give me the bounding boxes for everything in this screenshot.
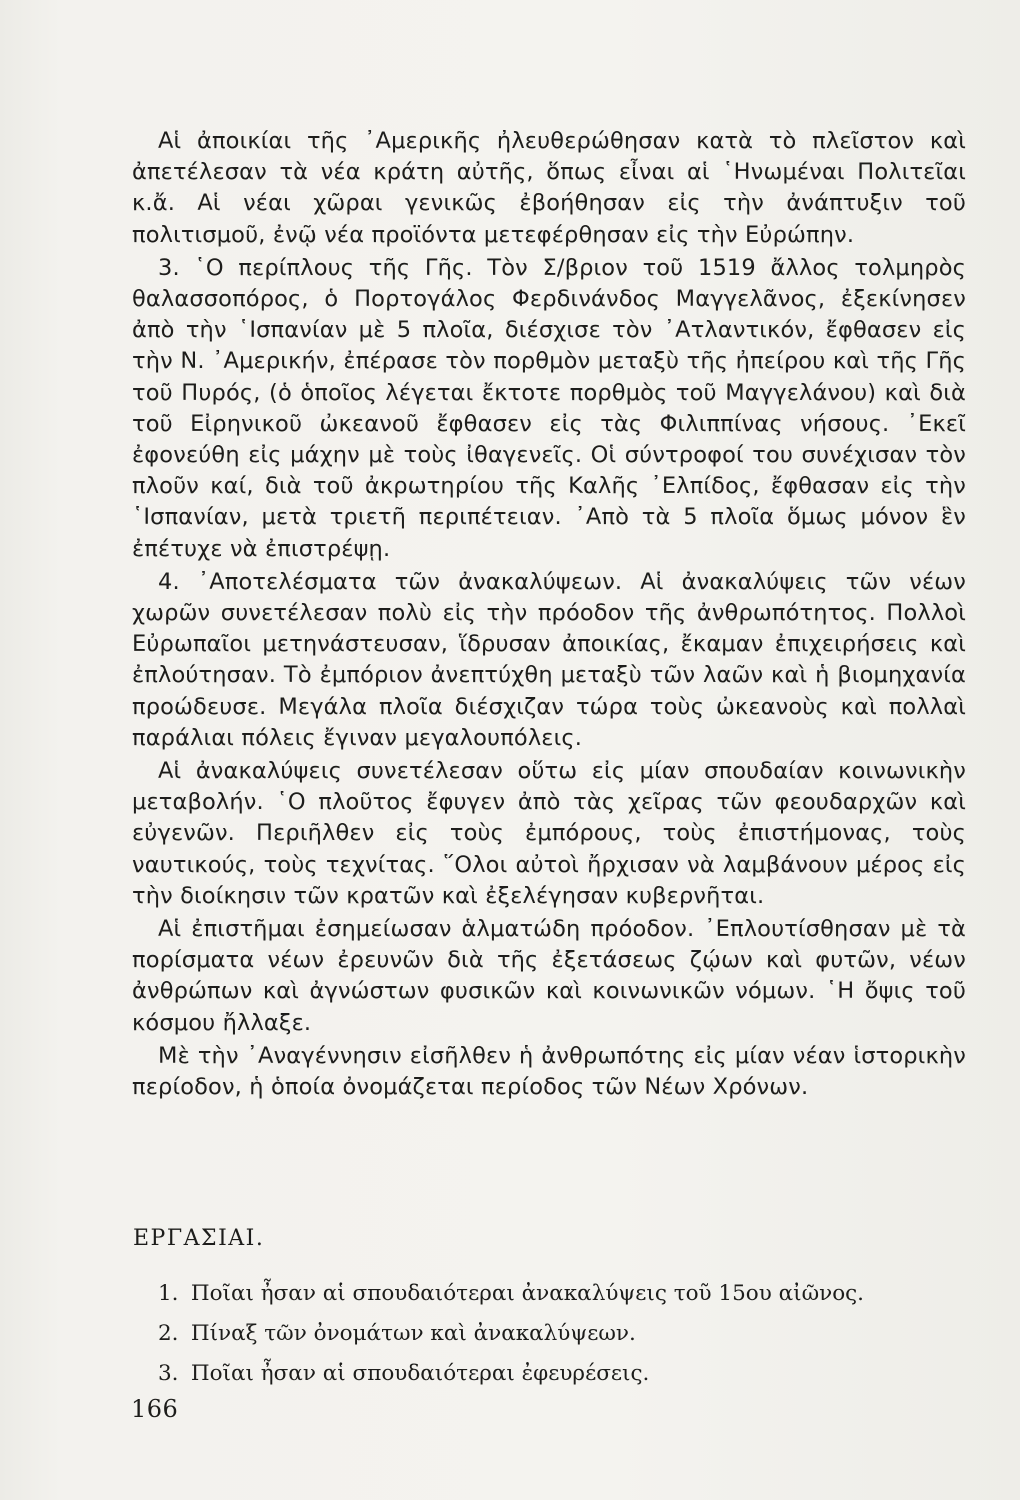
task-number: 2.	[158, 1321, 179, 1346]
body-text	[132, 126, 966, 1103]
paragraph-text: Αἱ ἀνακαλύψεις τῶν νέων χωρῶν συνετέλεσαν πολὺ εἰς τὴν πρόοδον τῆς ἀνθρωπότητος. Πολλοὶ Εὐρωπαῖοι μετηνάστευσαν, ἵδρυσαν ἀποικίας, ἔκαμαν ἐπιχειρήσεις καὶ ἐπλούτησαν. Τὸ ἐμπόριον ἀνεπτύχθη μεταξὺ τῶν λαῶν καὶ ἡ βιομηχανία προώδευσε. Μεγάλα πλοῖα διέσχιζαν τώρα τοὺς ὠκεανοὺς καὶ πολλαὶ παράλιαι πόλεις ἔγιναν μεγαλουπόλεις.	[132, 568, 966, 751]
task-text: Πίναξ τῶν ὀνομάτων καὶ ἀνακαλύψεων.	[190, 1321, 636, 1346]
paragraph-text: Αἱ ἀποικίαι τῆς ᾿Αμερικῆς ἠλευθερώθησαν κατὰ τὸ πλεῖστον καὶ ἀπετέλεσαν τὰ νέα κράτη αὐτῆς, ὅπως εἶναι αἱ ῾Ηνωμέναι Πολιτεῖαι κ.ἄ. Αἱ νέαι χῶραι γενικῶς ἐβοήθησαν εἰς τὴν ἀνάπτυξιν τοῦ πολιτισμοῦ, ἐνῷ νέα προϊόντα μετεφέρθησαν εἰς τὴν Εὐρώπην.	[132, 128, 966, 248]
paragraph-circumnavigation	[132, 253, 966, 565]
paragraph-text: Μὲ τὴν ᾿Αναγέννησιν εἰσῆλθεν ἡ ἀνθρωπότης εἰς μίαν νέαν ἱστορικὴν περίοδον, ἡ ὁποία ὀνομάζεται περίοδος τῶν Νέων Χρόνων.	[132, 1042, 966, 1101]
paragraph-results	[132, 567, 966, 754]
section-heading-circumnavigation: 3. ῾Ο περίπλους τῆς Γῆς.	[158, 254, 473, 281]
task-item	[158, 1274, 958, 1314]
paragraph-social-change	[132, 756, 966, 912]
task-item	[158, 1354, 958, 1394]
task-number: 1.	[158, 1281, 179, 1306]
paragraph-sciences	[132, 914, 966, 1039]
paragraph-colonies	[132, 126, 966, 251]
task-item	[158, 1314, 958, 1354]
task-text: Ποῖαι ἦσαν αἱ σπουδαιότεραι ἐφευρέσεις.	[190, 1361, 650, 1386]
section-heading-results: 4. ᾿Αποτελέσματα τῶν ἀνακαλύψεων.	[158, 568, 623, 595]
task-number: 3.	[158, 1361, 179, 1386]
tasks-list	[158, 1274, 958, 1394]
paragraph-text: Αἱ ἀνακαλύψεις συνετέλεσαν οὕτω εἰς μίαν σπουδαίαν κοινωνικὴν μεταβολήν. ῾Ο πλοῦτος ἔφυγεν ἀπὸ τὰς χεῖρας τῶν φεουδαρχῶν καὶ εὐγενῶν. Περιῆλθεν εἰς τοὺς ἐμπόρους, τοὺς ἐπιστήμονας, τοὺς ναυτικούς, τοὺς τεχνίτας. ῞Ολοι αὐτοὶ ἤρχισαν νὰ λαμβάνουν μέρος εἰς τὴν διοίκησιν τῶν κρατῶν καὶ ἐξελέγησαν κυβερνῆται.	[132, 758, 966, 909]
task-text: Ποῖαι ἦσαν αἱ σπουδαιότεραι ἀνακαλύψεις τοῦ 15ου αἰῶνος.	[190, 1281, 865, 1306]
paragraph-renaissance	[132, 1041, 966, 1103]
paragraph-text: Αἱ ἐπιστῆμαι ἐσημείωσαν ἁλματώδη πρόοδον. ᾿Επλουτίσθησαν μὲ τὰ πορίσματα νέων ἐρευνῶν διὰ τῆς ἐξετάσεως ζῴων καὶ φυτῶν, νέων ἀνθρώπων καὶ ἀγνώστων φυσικῶν καὶ κοινωνικῶν νόμων. ῾Η ὄψις τοῦ κόσμου ἤλλαξε.	[132, 916, 966, 1036]
paragraph-text: Τὸν Σ/βριον τοῦ 1519 ἄλλος τολμηρὸς θαλασσοπόρος, ὁ Πορτογάλος Φερδινάνδος Μαγγελᾶνος, ἐξεκίνησεν ἀπὸ τὴν ῾Ισπανίαν μὲ 5 πλοῖα, διέσχισε τὸν ᾿Ατλαντικόν, ἔφθασεν εἰς τὴν Ν. ᾿Αμερικήν, ἐπέρασε τὸν πορθμὸν μεταξὺ τῆς ἠπείρου καὶ τῆς Γῆς τοῦ Πυρός, (ὁ ὁποῖος λέγεται ἔκτοτε πορθμὸς τοῦ Μαγγελάνου) καὶ διὰ τοῦ Εἰρηνικοῦ ὠκεανοῦ ἔφθασεν εἰς τὰς Φιλιππίνας νήσους. ᾿Εκεῖ ἐφονεύθη εἰς μάχην μὲ τοὺς ἰθαγενεῖς. Οἱ σύντροφοί του συνέχισαν τὸν πλοῦν καί, διὰ τοῦ ἀκρωτηρίου τῆς Καλῆς ᾿Ελπίδος, ἔφθασαν εἰς τὴν ῾Ισπανίαν, μετὰ τριετῆ περιπέτειαν. ᾿Απὸ τὰ 5 πλοῖα ὅμως μόνον ἓν ἐπέτυχε νὰ ἐπιστρέψῃ.	[132, 254, 966, 562]
page-number: 166	[131, 1395, 179, 1423]
tasks-heading: ΕΡΓΑΣΙΑΙ.	[133, 1226, 265, 1251]
